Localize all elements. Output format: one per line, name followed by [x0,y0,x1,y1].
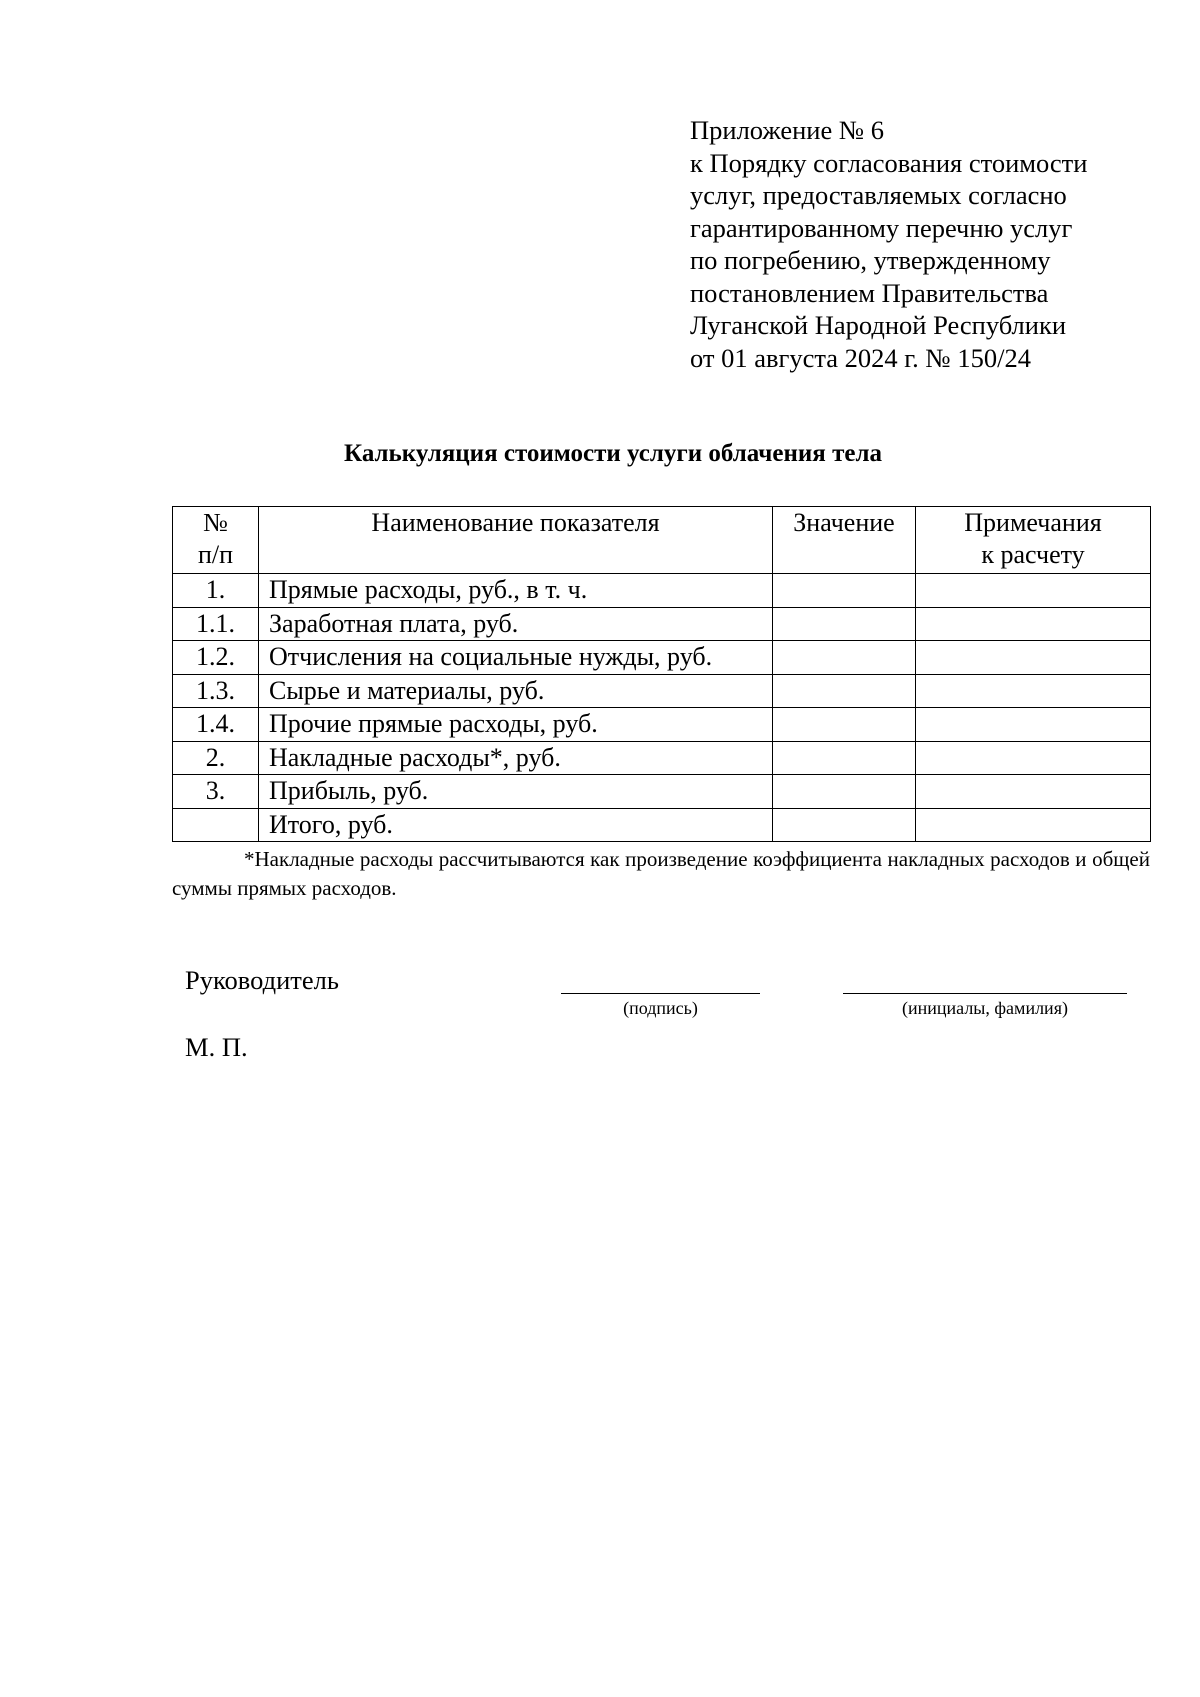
row-note [916,775,1151,809]
row-name: Заработная плата, руб. [259,607,773,641]
row-note [916,641,1151,675]
appendix-line: Луганской Народной Республики [690,310,1067,340]
row-name: Прочие прямые расходы, руб. [259,708,773,742]
row-value [773,708,916,742]
table-row [173,741,1151,775]
row-num: 2. [173,741,259,775]
appendix-line: к Порядку согласования стоимости [690,147,1088,178]
header-notes-line: к расчету [981,540,1085,569]
row-value [773,775,916,809]
row-value [773,574,916,608]
header-notes [916,507,1151,574]
header-num-line: п/п [197,540,234,569]
name-caption: (инициалы, фамилия) [902,998,1068,1018]
appendix-block [690,114,1160,374]
row-num: 1.3. [173,674,259,708]
row-note [916,708,1151,742]
table-row [173,607,1151,641]
document-title: Калькуляция стоимости услуги облачения тела [344,440,882,467]
row-name: Сырье и материалы, руб. [259,674,773,708]
header-value [773,507,916,574]
header-value-text: Значение [793,508,895,537]
table-row [173,708,1151,742]
signature-line [561,993,760,994]
table-row [173,775,1151,809]
row-name: Прямые расходы, руб., в т. ч. [259,574,773,608]
table-row [173,574,1151,608]
footnote [172,845,1150,902]
name-line [843,993,1127,994]
row-name: Итого, руб. [259,808,773,842]
row-name: Накладные расходы*, руб. [259,741,773,775]
row-value [773,674,916,708]
appendix-line: Приложение № 6 [690,115,885,145]
row-note [916,574,1151,608]
table-row [173,674,1151,708]
header-num-line: № [203,508,228,537]
header-name-text: Наименование показателя [371,508,660,537]
table-row [173,641,1151,675]
row-value [773,641,916,675]
header-name [259,507,773,574]
row-num: 3. [173,775,259,809]
calculation-table [172,506,1151,842]
table-header-row [173,507,1151,574]
row-value [773,808,916,842]
row-note [916,808,1151,842]
row-note [916,741,1151,775]
header-notes-line: Примечания [964,508,1102,537]
row-value [773,741,916,775]
stamp-place-label: М. П. [185,1032,248,1062]
table-row [173,808,1151,842]
row-num [173,808,259,842]
footnote-text: *Накладные расходы рассчитываются как произведение коэффициента накладных расходов и общей суммы прямых расходов. [172,847,1150,900]
row-num: 1.2. [173,641,259,675]
row-num: 1. [173,574,259,608]
appendix-line: от 01 августа 2024 г. № 150/24 [690,342,1031,373]
row-note [916,607,1151,641]
row-name: Прибыль, руб. [259,775,773,809]
signatory-role: Руководитель [185,965,339,995]
row-value [773,607,916,641]
row-note [916,674,1151,708]
header-num [173,507,259,574]
row-num: 1.4. [173,708,259,742]
signature-caption: (подпись) [623,998,698,1018]
appendix-line: услуг, предоставляемых согласно [690,180,1067,210]
appendix-line: гарантированному перечню услуг [690,212,1073,243]
row-name: Отчисления на социальные нужды, руб. [259,641,773,675]
appendix-line: постановлением Правительства [690,277,1049,308]
row-num: 1.1. [173,607,259,641]
appendix-line: по погребению, утвержденному [690,245,1051,275]
